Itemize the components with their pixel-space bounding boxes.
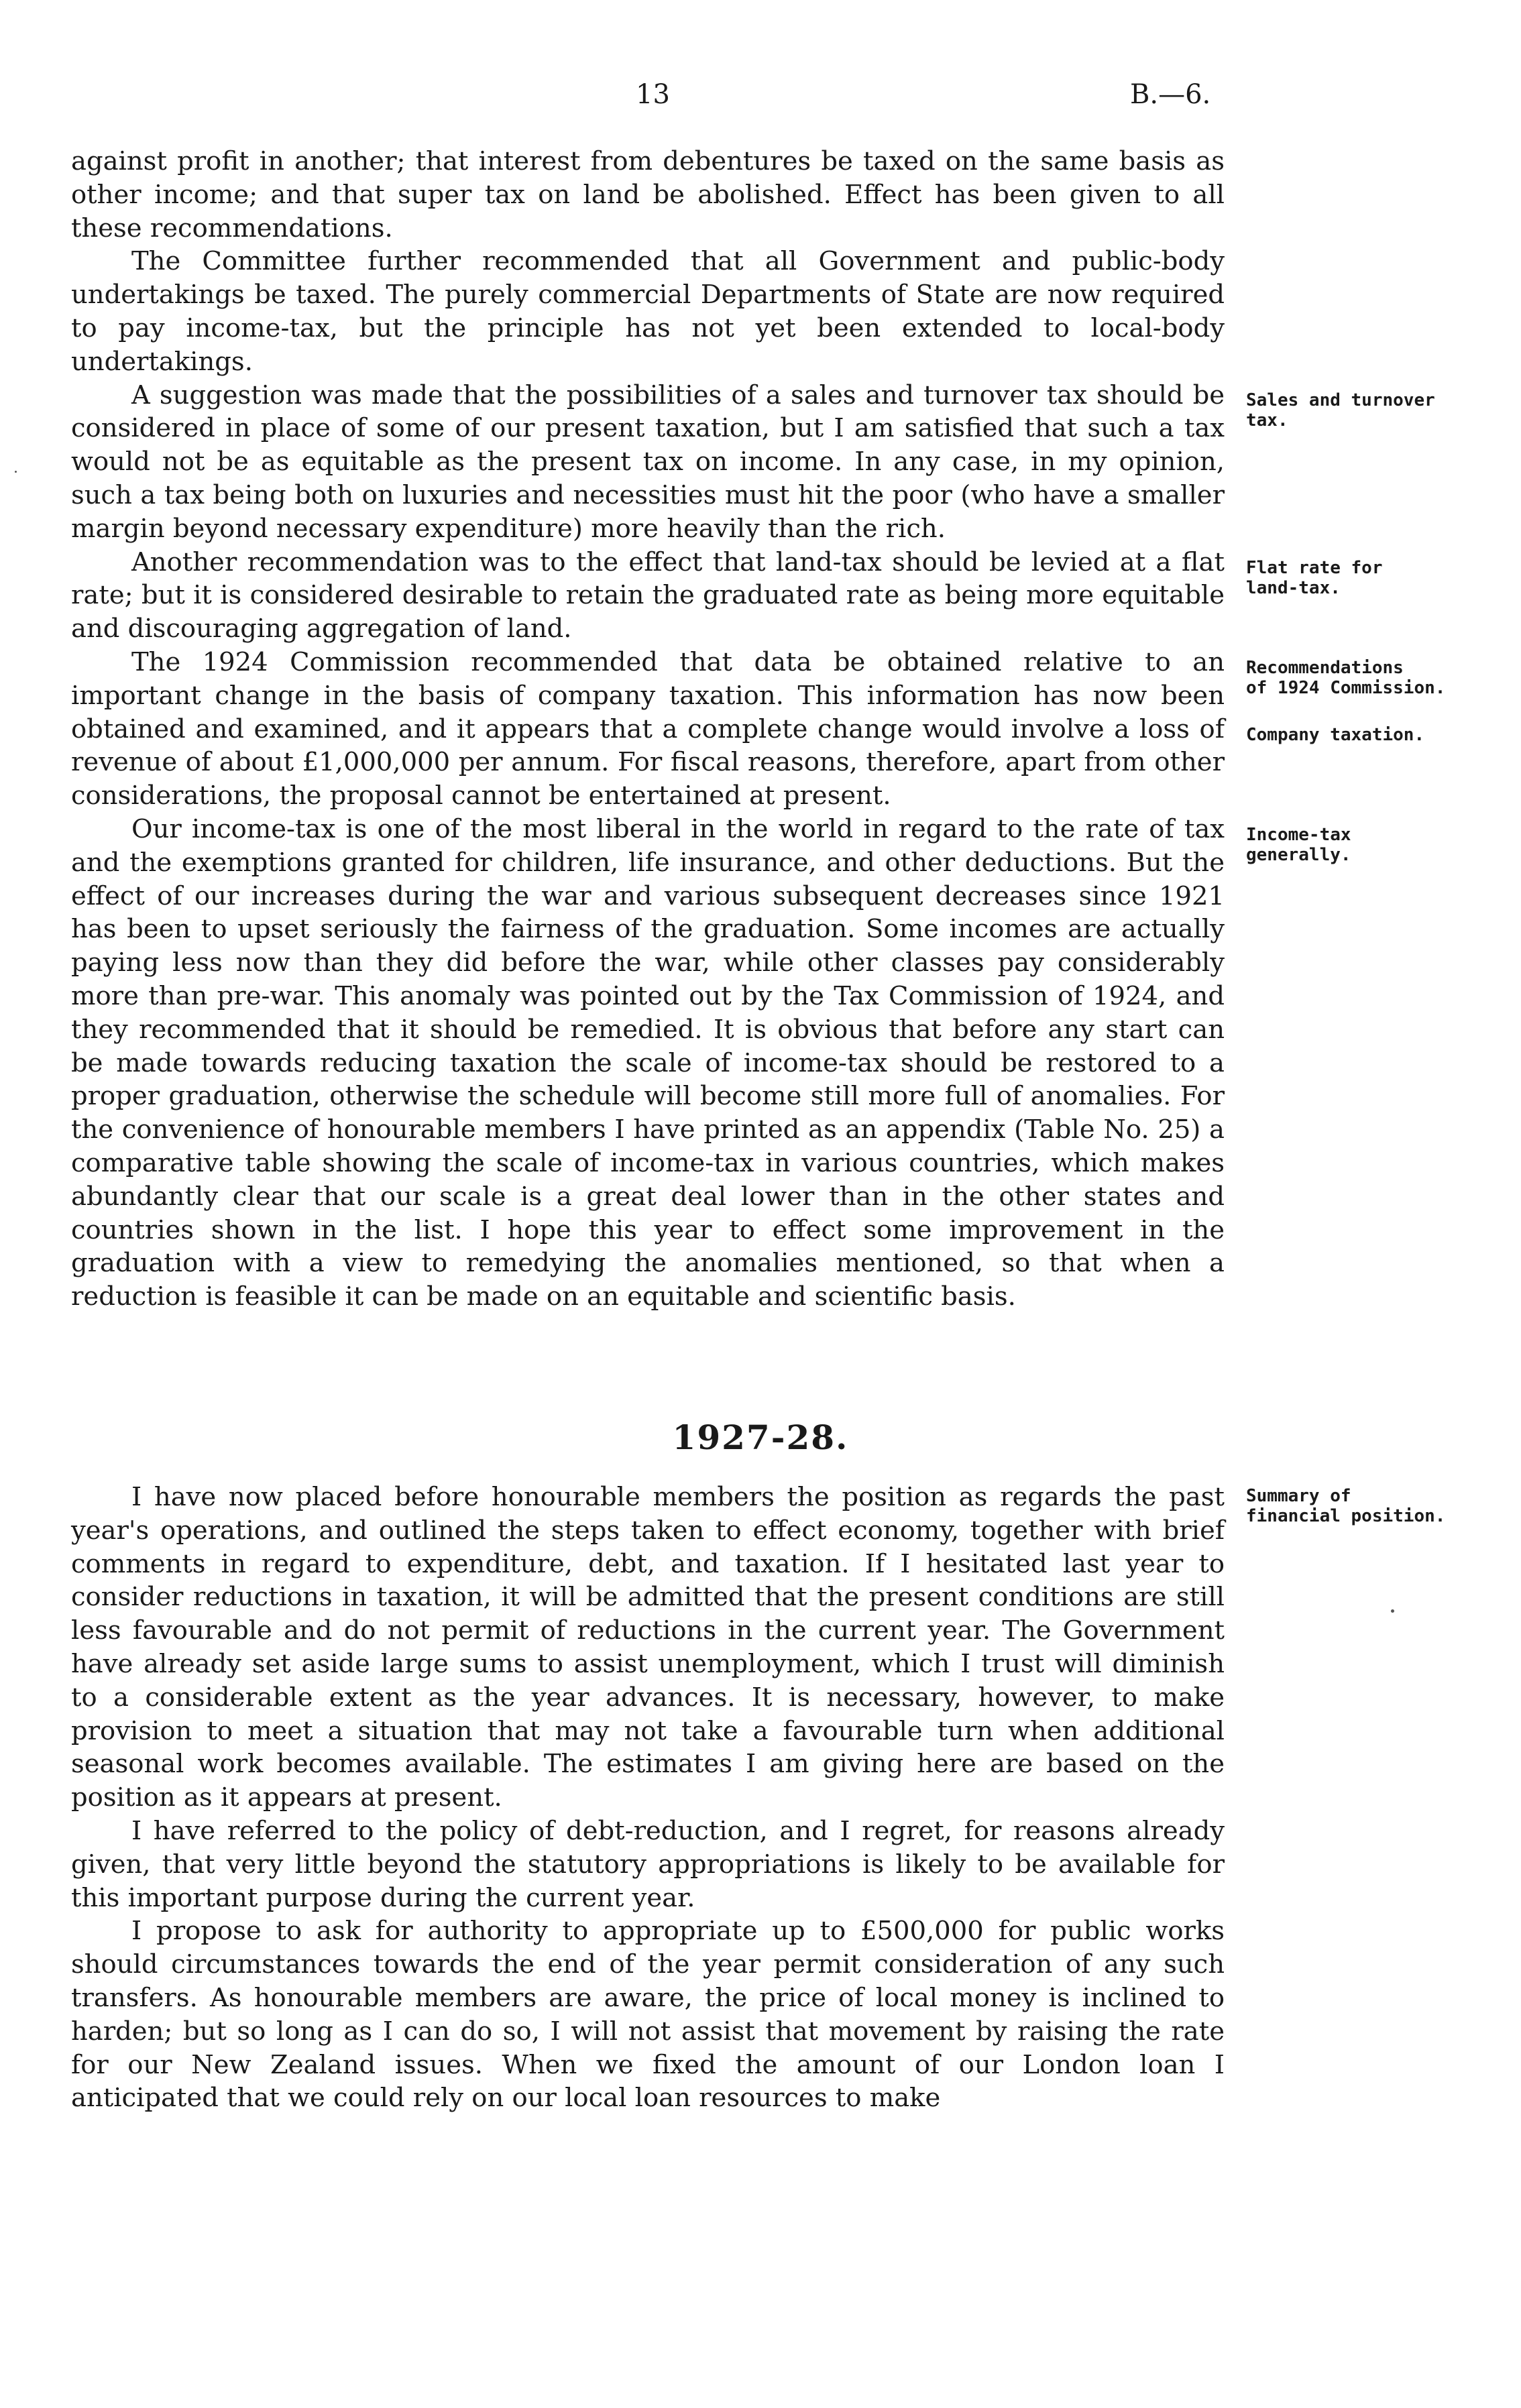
section-heading: 1927-28. [672,1418,849,1457]
section-tax-recommendations [71,145,1225,1314]
paragraph-debt-reduction: I have referred to the policy of debt-reduction, and I regret, for reasons already given, that very little beyond the statutory appropriations is likely to be available for this important purpose during the current year. [71,1815,1225,1913]
paragraph-continuation: against profit in another; that interest from debentures be taxed on the same basis as other income; and that super tax on land be abolished. Effect has been given to all these recommendations. [71,146,1225,243]
margin-note-sales-turnover: Sales and turnover tax. [1246,390,1435,431]
page-code: B.—6. [1130,79,1211,110]
paragraph-sales-turnover-tax: A suggestion was made that the possibilities of a sales and turnover tax should be considered in place of some of our present taxation, but I am satisfied that such a tax would not be as equitable as the present tax on income. In any case, in my opinion, such a tax being both on luxuries and necessities must hit the poor (who have a smaller margin beyond necessary expenditure) more heavily than the rich. [71,380,1225,544]
margin-note-flat-rate: Flat rate for land-tax. [1246,558,1383,598]
paper-speck [1391,1609,1394,1613]
paper-speck [15,471,17,473]
page-number: 13 [636,79,670,110]
paragraph-public-works: I propose to ask for authority to appropriate up to £500,000 for public works should circumstances towards the end of the year permit consideration of any such transfers. As honourable members are aware, the price of local money is inclined to harden; but so long as I can do so, I will not assist that movement by raising the rate for our New Zealand issues. When we fixed the amount of our London loan I anticipated that we could rely on our local loan resources to make [71,1916,1225,2114]
margin-note-recommendations: Recommendations of 1924 Commission. [1246,658,1446,698]
paragraph-summary: I have now placed before honourable members the position as regards the past year's operations, and outlined the steps taken to effect economy, together with brief comments in regard to expenditure, debt, and taxation. If I hesitated last year to consider reductions in taxation, it will be admitted that the present conditions are still less favourable and do not permit of reductions in the current year. The Government have already set aside large sums to assist unemployment, which I trust will diminish to a considerable extent as the year advances. It is necessary, however, to make provision to meet a situation that may not take a favourable turn when additional seasonal work becomes available. The estimates I am giving here are based on the position as it appears at present. [71,1482,1225,1813]
paragraph-income-tax: Our income-tax is one of the most liberal in the world in regard to the rate of tax and the exemptions granted for children, life insurance, and other deductions. But the effect of our increases during the war and various subsequent decreases since 1921 has been to upset seriously the fairness of the graduation. Some incomes are actually paying less now than they did before the war, while other classes pay considerably more than pre-war. This anomaly was pointed out by the Tax Commission of 1924, and they recommended that it should be remedied. It is obvious that before any start can be made towards reducing taxation the scale of income-tax should be restored to a proper graduation, otherwise the schedule will become still more full of anomalies. For the convenience of honourable members I have printed as an appendix (Table No. 25) a comparative table showing the scale of income-tax in various countries, which makes abundantly clear that our scale is a great deal lower than in the other states and countries shown in the list. I hope this year to effect some improvement in the graduation with a view to remedying the anomalies mentioned, so that when a reduction is feasible it can be made on an equitable and scientific basis. [71,813,1225,1312]
margin-note-income-tax: Income-tax generally. [1246,825,1351,865]
margin-note-company-taxation: Company taxation. [1246,725,1425,745]
paragraph-company-taxation: The 1924 Commission recommended that data be obtained relative to an important change in the basis of company taxation. This information has now been obtained and examined, and it appears that a complete change would involve a loss of revenue of about £1,000,000 per annum. For fiscal reasons, therefore, apart from other considerations, the proposal cannot be entertained at present. [71,646,1225,811]
margin-note-summary: Summary of financial position. [1246,1486,1446,1526]
paragraph-land-tax: Another recommendation was to the effect that land-tax should be levied at a flat rate; but it is considered desirable to retain the graduated rate as being more equitable and discouraging aggregation of land. [71,547,1225,644]
paragraph-public-body-undertakings: The Committee further recommended that all Government and public-body undertakings be taxed. The purely commercial Departments of State are now required to pay income-tax, but the principle has not yet been extended to local-body undertakings. [71,246,1225,377]
section-financial-position [71,1481,1225,2115]
